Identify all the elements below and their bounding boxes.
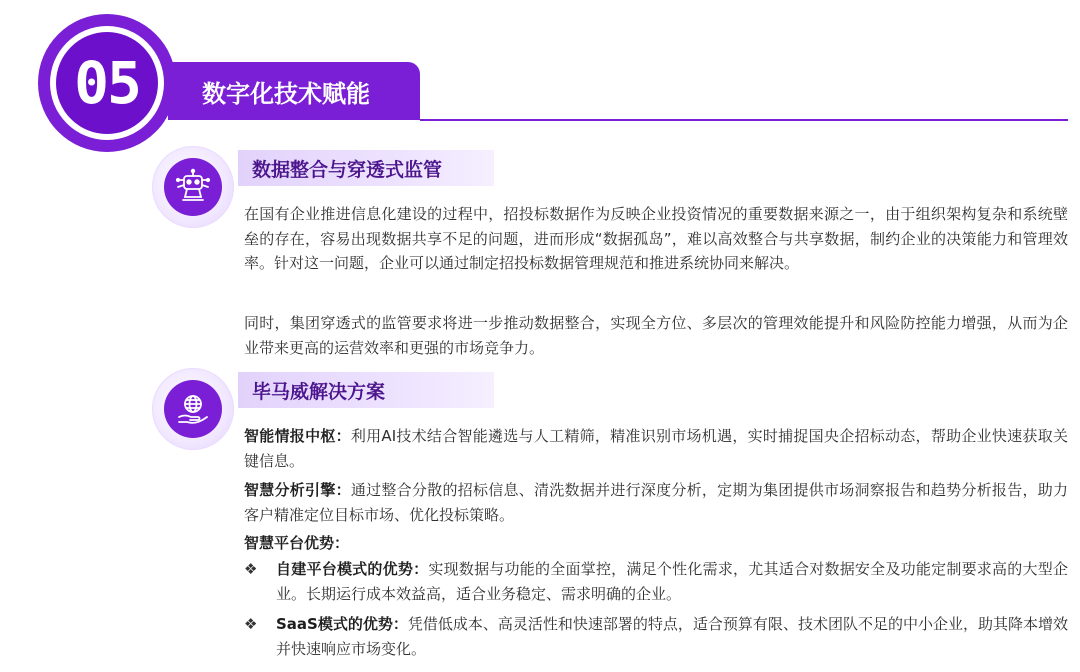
bullet-diamond-icon: ❖ <box>244 560 258 578</box>
section1-paragraph-1: 在国有企业推进信息化建设的过程中，招投标数据作为反映企业投资情况的重要数据来源之一，由于组织架构复杂和系统壁垒的存在，容易出现数据共享不足的问题，进而形成“数据孤岛”，难以高效整合与共享数据，制约企业的决策能力和管理效率。针对这一问题，企业可以通过制定招投标数据管理规范和推进系统协同来解决。 <box>244 205 1068 272</box>
section1-heading-text: 数据整合与穿透式监管 <box>252 158 443 181</box>
solution-item-1 <box>244 424 1068 473</box>
platform-advantages-label <box>244 531 1068 556</box>
robot-circuit-icon <box>164 158 222 216</box>
section2-icon-badge <box>152 368 234 450</box>
page-title-text: 数字化技术赋能 <box>202 79 370 108</box>
bullet-diamond-icon: ❖ <box>244 615 258 633</box>
platform-bullet-2 <box>244 612 1068 661</box>
section1-icon-badge <box>152 146 234 228</box>
page-title <box>168 62 420 120</box>
platform-bullet-2-label: SaaS模式的优势： <box>276 615 408 633</box>
platform-bullet-2-text: 凭借低成本、高灵活性和快速部署的特点，适合预算有限、技术团队不足的中小企业，助其降本增效并快速响应市场变化。 <box>276 615 1068 658</box>
platform-bullet-1 <box>244 557 1068 606</box>
solution-item-2-label: 智慧分析引擎： <box>244 481 351 499</box>
globe-in-hand-icon <box>164 380 222 438</box>
section2-heading <box>238 372 494 408</box>
solution-item-1-label: 智能情报中枢： <box>244 427 351 445</box>
platform-bullet-1-text: 实现数据与功能的全面掌控，满足个性化需求，尤其适合对数据安全及功能定制要求高的大型企业。长期运行成本效益高，适合业务稳定、需求明确的企业。 <box>276 560 1068 603</box>
section2-heading-text: 毕马威解决方案 <box>252 380 386 403</box>
solution-item-2-text: 通过整合分散的招标信息、清洗数据并进行深度分析，定期为集团提供市场洞察报告和趋势分析报告，助力客户精准定位目标市场、优化投标策略。 <box>244 481 1068 524</box>
section-number: 05 <box>56 32 158 134</box>
title-underline <box>420 119 1068 121</box>
solution-item-2 <box>244 478 1068 527</box>
platform-advantages-label-text: 智慧平台优势： <box>244 534 350 552</box>
solution-item-1-text: 利用AI技术结合智能遴选与人工精筛，精准识别市场机遇，实时捕捉国央企招标动态，帮助企业快速获取关键信息。 <box>244 427 1068 470</box>
section1-paragraph-2: 同时，集团穿透式的监管要求将进一步推动数据整合，实现全方位、多层次的管理效能提升和风险防控能力增强，从而为企业带来更高的运营效率和更强的市场竞争力。 <box>244 314 1068 357</box>
section1-heading <box>238 150 494 186</box>
platform-bullet-1-label: 自建平台模式的优势： <box>276 560 429 578</box>
